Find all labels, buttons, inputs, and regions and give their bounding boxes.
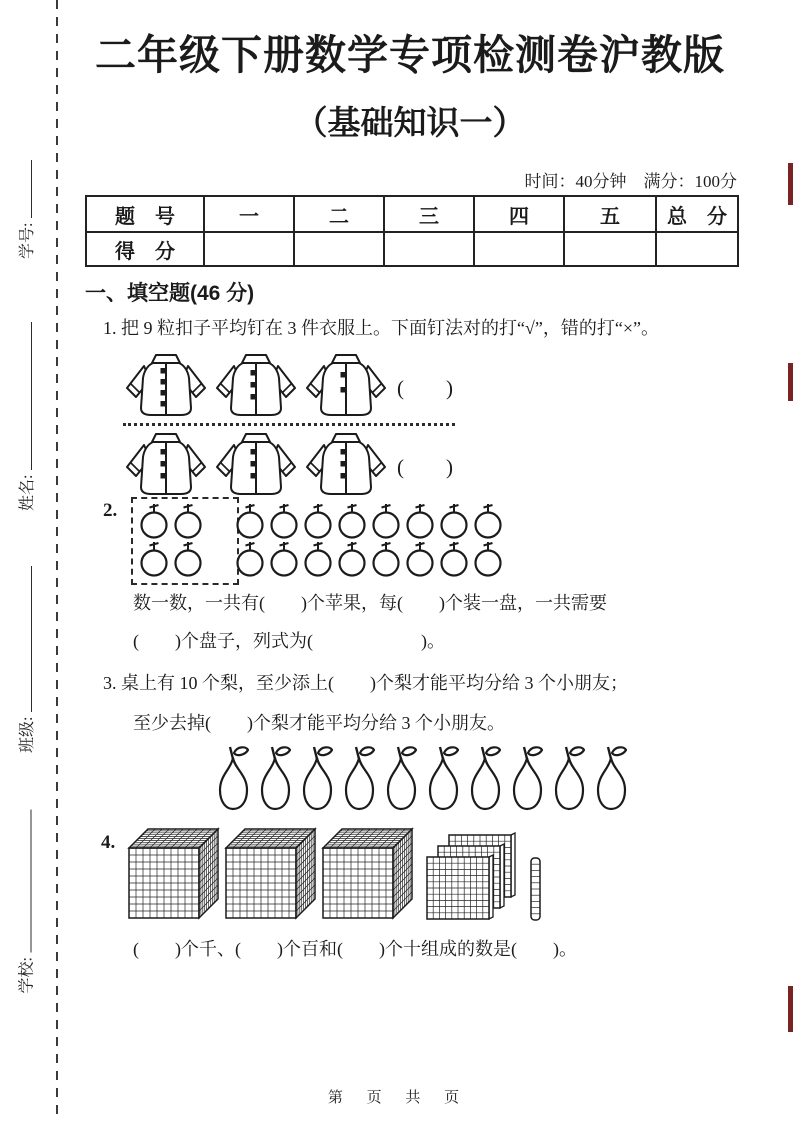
- pear-row: [212, 744, 632, 814]
- field-underline: [17, 566, 32, 712]
- field-underline: [17, 809, 32, 952]
- sidebar-field-student-id: [17, 153, 39, 259]
- sidebar-field-class: [17, 559, 39, 753]
- exam-meta: 时间：40分钟 满分：100分: [524, 172, 737, 191]
- apple-icon: [137, 539, 171, 577]
- apple-icon: [233, 539, 267, 577]
- section-heading: 一、填空题(46 分): [85, 282, 255, 305]
- apple-icon: [369, 539, 403, 577]
- thousand-cube-icon: [320, 826, 414, 924]
- coat-icon: [123, 352, 209, 420]
- thousand-cube-icon: [223, 826, 317, 924]
- question-2-line2: ( )个盘子，列式为( )。: [133, 631, 445, 651]
- answer-parens: ( ): [397, 455, 453, 479]
- score-cell: [204, 232, 294, 266]
- apple-icon: [137, 501, 171, 539]
- page-footer: 第 页 共 页: [327, 1090, 466, 1106]
- apple-icon: [403, 501, 437, 539]
- pear-icon: [296, 744, 338, 814]
- sidebar-field-label: 学校:: [18, 957, 36, 994]
- scan-mark: [788, 163, 793, 205]
- question-4-number: 4.: [101, 832, 116, 853]
- pear-icon: [380, 744, 422, 814]
- coat-icon: [303, 431, 389, 499]
- coat-icon: [213, 352, 299, 420]
- base-ten-blocks: [126, 826, 543, 924]
- sidebar-dashed-line: [56, 0, 58, 1122]
- question-3-line2: 至少去掉( )个梨才能平均分给 3 个小朋友。: [133, 713, 505, 733]
- question-2-line1: 数一数，一共有( )个苹果，每( )个装一盘，一共需要: [133, 593, 607, 613]
- coat-icon: [213, 431, 299, 499]
- ten-rod-icon: [527, 854, 543, 924]
- apple-icon: [267, 539, 301, 577]
- score-row-label: 得 分: [86, 232, 204, 266]
- pear-icon: [254, 744, 296, 814]
- coat-figure: [123, 350, 483, 499]
- answer-parens: ( ): [397, 376, 453, 400]
- thousand-cube-icon: [126, 826, 220, 924]
- apple-grid: [137, 501, 505, 577]
- apple-row: [137, 501, 505, 539]
- scan-mark: [788, 986, 793, 1032]
- sidebar-field-label: 学号:: [19, 222, 36, 259]
- field-underline: [17, 322, 32, 470]
- score-header-cell: 一: [204, 196, 294, 232]
- score-cell: [564, 232, 656, 266]
- apple-icon: [471, 539, 505, 577]
- sidebar-field-label: 班级:: [19, 716, 36, 753]
- sidebar-field-school: [17, 803, 39, 994]
- pear-icon: [338, 744, 380, 814]
- page-title: 二年级下册数学专项检测卷沪教版: [95, 32, 725, 78]
- score-cell: [474, 232, 564, 266]
- coat-icon: [123, 431, 209, 499]
- score-header-cell: 总 分: [656, 196, 738, 232]
- apple-icon: [171, 539, 205, 577]
- apple-row: [137, 539, 505, 577]
- coat-icon: [303, 352, 389, 420]
- score-header-cell: 二: [294, 196, 384, 232]
- apple-icon: [335, 539, 369, 577]
- pear-icon: [590, 744, 632, 814]
- dotted-divider: [123, 423, 455, 426]
- pear-icon: [422, 744, 464, 814]
- question-4-text: ( )个千、( )个百和( )个十组成的数是( )。: [133, 939, 577, 959]
- score-table: [85, 195, 739, 267]
- coat-row: [123, 429, 483, 499]
- apple-icon: [403, 539, 437, 577]
- apple-icon: [267, 501, 301, 539]
- score-cell: [656, 232, 738, 266]
- pear-icon: [464, 744, 506, 814]
- sidebar-field-name: [17, 315, 39, 511]
- pear-icon: [506, 744, 548, 814]
- hundred-flats-icon: [425, 832, 517, 922]
- pear-icon: [548, 744, 590, 814]
- scan-mark: [788, 363, 793, 401]
- apple-icon: [437, 501, 471, 539]
- question-2-number: 2.: [103, 500, 118, 521]
- pear-icon: [212, 744, 254, 814]
- score-header-cell: 五: [564, 196, 656, 232]
- score-header-cell: 四: [474, 196, 564, 232]
- page-subtitle: （基础知识一）: [294, 104, 526, 141]
- apple-icon: [171, 501, 205, 539]
- score-header-cell: 三: [384, 196, 474, 232]
- score-header-cell: 题 号: [86, 196, 204, 232]
- score-cell: [294, 232, 384, 266]
- question-3-line1: 3. 桌上有 10 个梨，至少添上( )个梨才能平均分给 3 个小朋友；: [103, 673, 628, 693]
- apple-icon: [301, 501, 335, 539]
- apple-icon: [335, 501, 369, 539]
- apple-icon: [437, 539, 471, 577]
- coat-row: [123, 350, 483, 420]
- apple-icon: [301, 539, 335, 577]
- question-1-text: 1. 把 9 粒扣子平均钉在 3 件衣服上。下面钉法对的打“√”，错的打“×”。: [103, 318, 659, 338]
- sidebar-field-label: 姓名:: [19, 474, 36, 511]
- field-underline: [17, 160, 32, 218]
- apple-icon: [369, 501, 403, 539]
- apple-icon: [233, 501, 267, 539]
- score-cell: [384, 232, 474, 266]
- apple-icon: [471, 501, 505, 539]
